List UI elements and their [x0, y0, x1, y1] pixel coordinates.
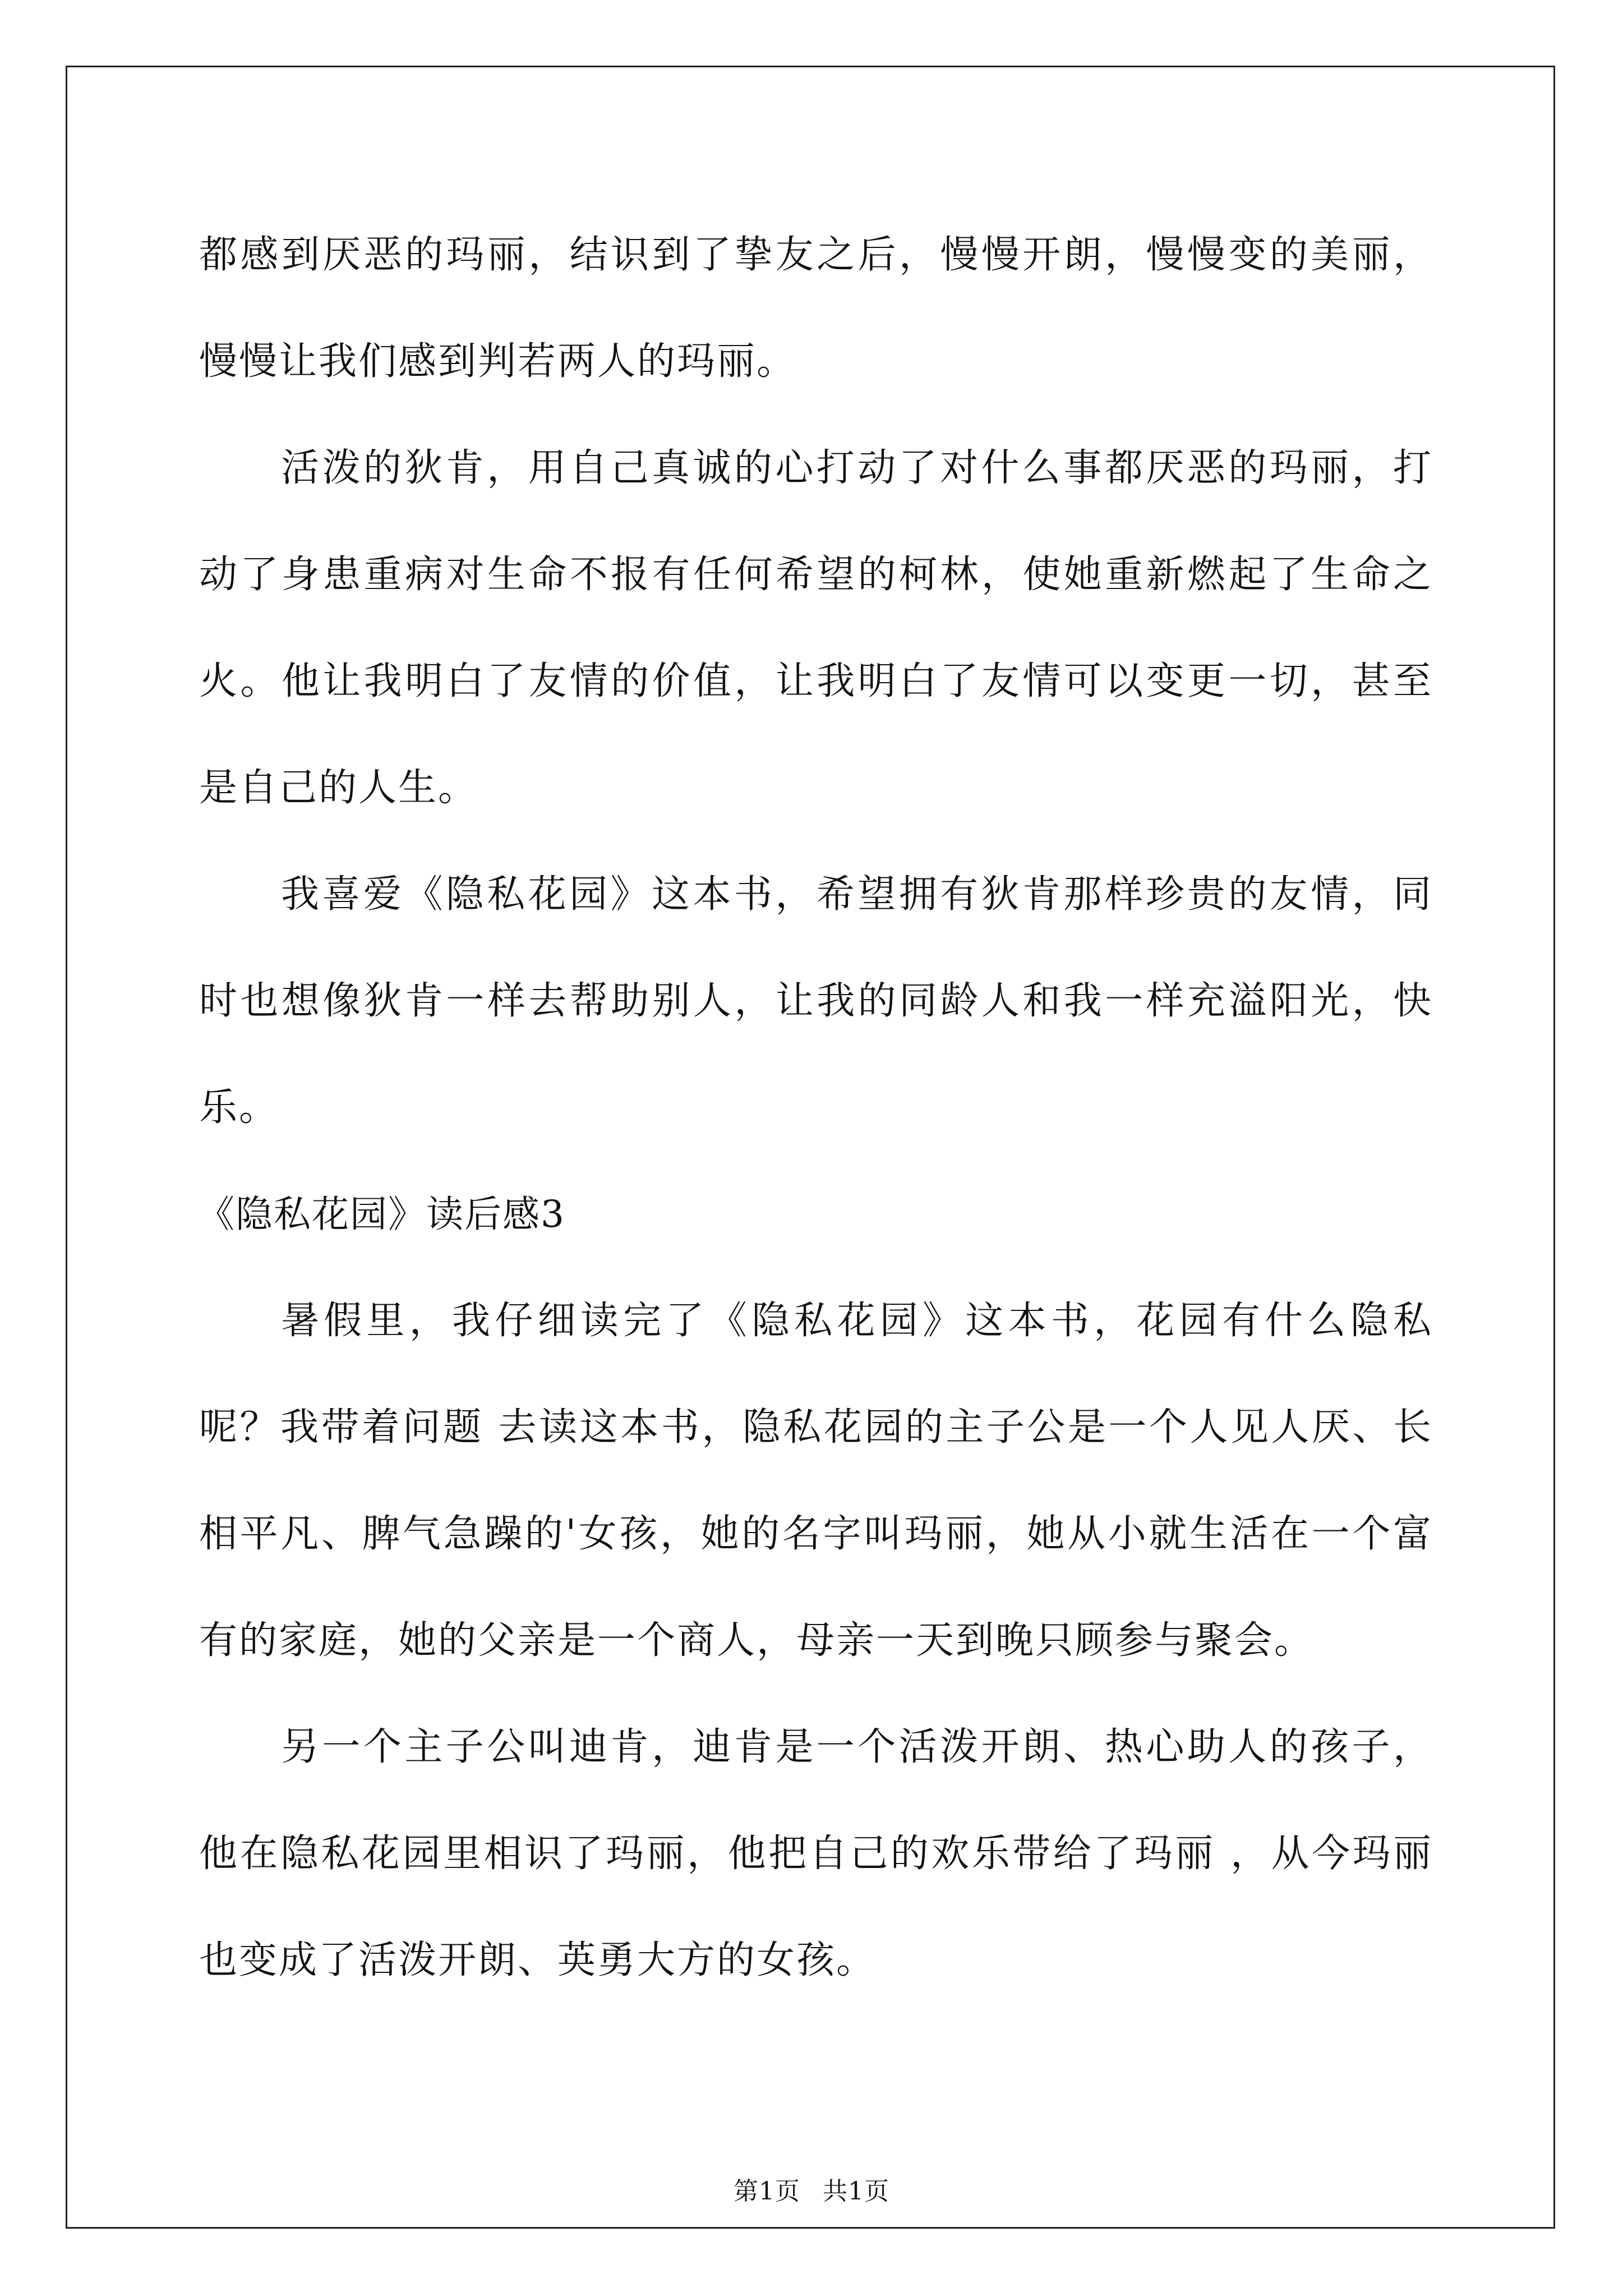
- section-heading: 《隐私花园》读后感3: [197, 1193, 565, 1236]
- paragraph-2: 活泼的狄肯，用自己真诚的心打动了对什么事都厌恶的玛丽，打动了身患重病对生命不报有任何希望的柯林，使她重新燃起了生命之火。他让我明白了友情的价值，让我明白了友情可以变更一切，甚至是自己的人生。: [199, 446, 1433, 810]
- page-total: 共1页: [823, 2177, 889, 2206]
- document-body: [199, 202, 1433, 2014]
- paragraph-3: 我喜爱《隐私花园》这本书，希望拥有狄肯那样珍贵的友情，同时也想像狄肯一样去帮助别人，让我的同龄人和我一样充溢阳光，快乐。: [199, 872, 1433, 1130]
- page-footer: [0, 2171, 1623, 2207]
- page-number: 第1页: [734, 2177, 800, 2206]
- paragraph-4: 暑假里，我仔细读完了《隐私花园》这本书，花园有什么隐私呢？我带着问题 去读这本书，隐私花园的主子公是一个人见人厌、长相平凡、脾气急躁的'女孩，她的名字叫玛丽，她从小就生活在一个富有的家庭，她的父亲是一个商人，母亲一天到晚只顾参与聚会。: [199, 1299, 1433, 1663]
- paragraph-1: 都感到厌恶的玛丽，结识到了挚友之后，慢慢开朗，慢慢变的美丽，慢慢让我们感到判若两人的玛丽。: [199, 233, 1433, 384]
- paragraph-5: 另一个主子公叫迪肯，迪肯是一个活泼开朗、热心助人的孩子，他在隐私花园里相识了玛丽，他把自己的欢乐带给了玛丽 ，从今玛丽也变成了活泼开朗、英勇大方的女孩。: [199, 1725, 1433, 1982]
